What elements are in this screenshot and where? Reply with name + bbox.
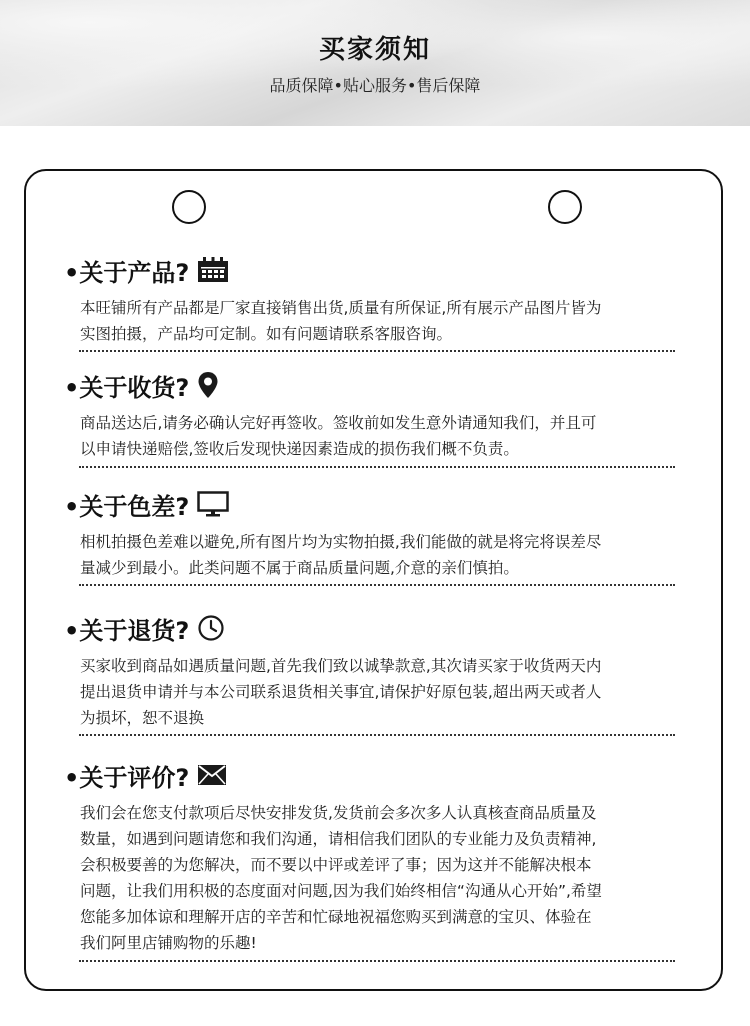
page-title: 买家须知 [318, 35, 431, 65]
notice-card [24, 169, 723, 991]
section-review [64, 758, 684, 956]
section-product-body: 本旺铺所有产品都是厂家直接销售出货,质量有所保证,所有展示产品图片皆为 实图拍摄，产品均可定制。如有问题请联系客服咨询。 [80, 299, 602, 343]
divider [79, 466, 675, 468]
section-receipt-title: •关于收货? [64, 373, 190, 402]
section-product-title: •关于产品? [64, 258, 190, 287]
calendar-icon [197, 257, 229, 283]
location-pin-icon [197, 371, 219, 399]
section-returns-body: 买家收到商品如遇质量问题,首先我们致以诚挚款意,其次请买家于收货两天内 提出退货申请并与本公司联系退货相关事宜,请保护好原包装,超出两天或者人 为损坏，恕不退换 [80, 657, 602, 727]
section-color-title: •关于色差? [64, 492, 190, 521]
section-receipt-body: 商品送达后,请务必确认完好再签收。签收前如发生意外请通知我们，并且可 以申请快递赔偿,签收后发现快递因素造成的损伤我们概不负责。 [80, 414, 597, 458]
section-color [64, 487, 684, 581]
divider [79, 584, 675, 586]
card-hole-left [172, 190, 206, 224]
section-product [64, 253, 684, 347]
divider [79, 960, 675, 962]
card-hole-right [548, 190, 582, 224]
envelope-icon [197, 763, 227, 787]
section-returns [64, 611, 684, 731]
divider [79, 734, 675, 736]
section-color-body: 相机拍摄色差难以避免,所有图片均为实物拍摄,我们能做的就是将完将误差尽 量减少到最小。此类问题不属于商品质量问题,介意的亲们慎拍。 [80, 533, 602, 577]
section-review-title: •关于评价? [64, 763, 190, 792]
page-subtitle: 品质保障•贴心服务•售后保障 [269, 76, 481, 95]
page-header [0, 0, 750, 126]
section-receipt [64, 368, 684, 462]
clock-icon [197, 614, 225, 642]
section-review-body: 我们会在您支付款项后尽快安排发货,发货前会多次多人认真核查商品质量及 数量，如遇到问题请您和我们沟通，请相信我们团队的专业能力及负责精神, 会积极要善的为您解决，而不要以中评或差评了事；因为这并不能解决根本 问题，让我们用积极的态度面对问题,因为我们始终相信“沟通从心开始”,希望 您能多加体谅和理解开店的辛苦和忙碌地祝福您购买到满意的宝贝、体验在 我们阿里店铺购物的乐趣! [80, 804, 602, 952]
section-returns-title: •关于退货? [64, 616, 190, 645]
monitor-icon [197, 491, 229, 517]
divider [79, 350, 675, 352]
